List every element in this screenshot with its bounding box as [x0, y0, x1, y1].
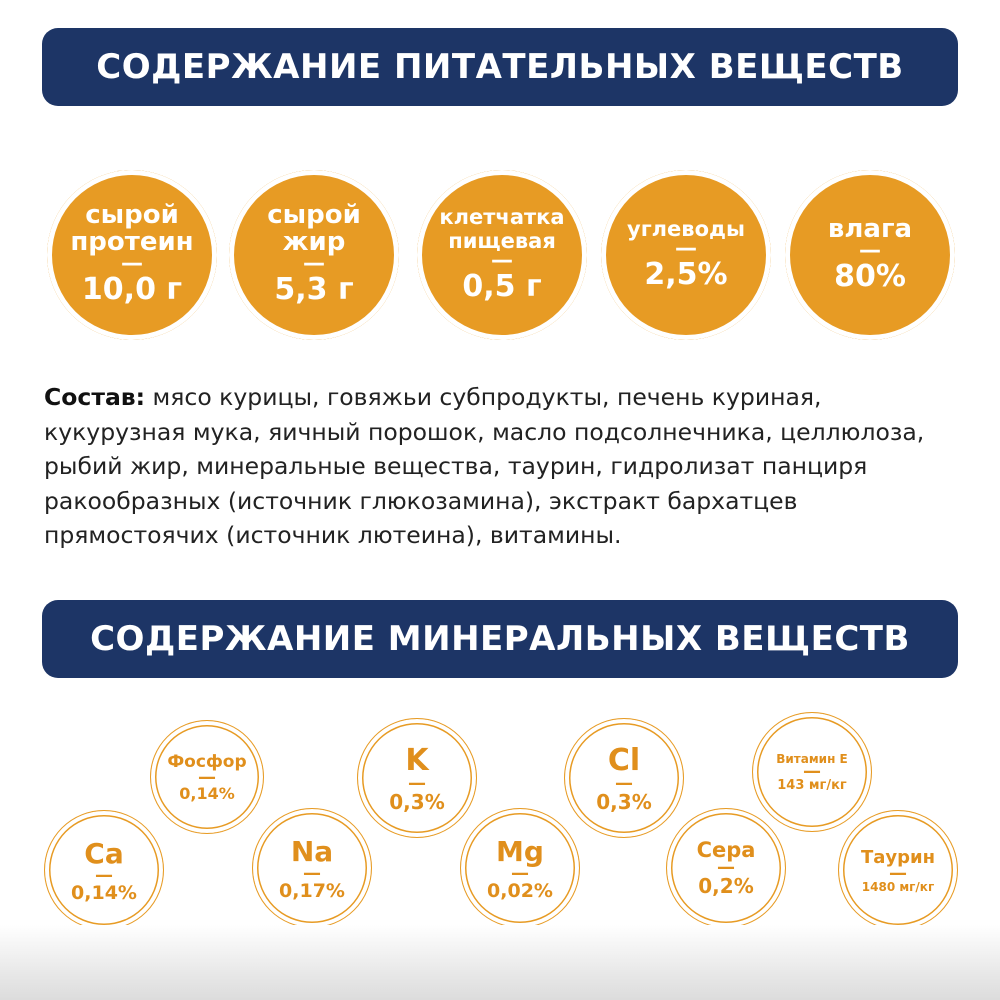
nutrient-label: пищевая — [448, 229, 556, 253]
nutrient-value: 10,0 г — [81, 272, 183, 307]
nutrient-label: клетчатка — [439, 205, 565, 229]
nutrient-dash: — — [491, 248, 513, 273]
mineral-phosphorus — [150, 720, 264, 834]
nutrient-dash: — — [859, 237, 881, 263]
mineral-value: 0,17% — [279, 879, 345, 902]
nutrient-dash: — — [303, 251, 325, 276]
nutrient-label: сырой — [267, 200, 361, 230]
mineral-value: 0,02% — [487, 879, 553, 902]
bottom-shadow — [0, 925, 1000, 1000]
nutrient-fiber — [417, 170, 587, 340]
mineral-taurine — [838, 810, 958, 930]
mineral-sodium — [252, 808, 372, 928]
mineral-dash: — — [717, 857, 735, 878]
composition-body: мясо курицы, говяжьи субпродукты, печень куриная, кукурузная мука, яичный порошок, масло подсолнечника, целлюлоза, рыбий жир, минеральные вещества, таурин, гидролизат панциря ракообразных (источник глюкозамина), экстракт бархатцев прямостоячих (источник лютеина), витамины. — [44, 383, 925, 549]
mineral-label: K — [405, 742, 429, 778]
nutrient-dash: — — [675, 236, 697, 261]
nutrient-label: протеин — [70, 227, 194, 257]
nutrient-value: 2,5% — [644, 257, 728, 292]
mineral-label: Cl — [607, 742, 641, 778]
mineral-dash: — — [803, 760, 821, 782]
mineral-dash: — — [615, 772, 633, 794]
mineral-dash: — — [303, 862, 321, 884]
mineral-label: Таурин — [860, 846, 936, 868]
nutrient-dash: — — [121, 251, 143, 276]
nutrient-moisture — [785, 170, 955, 340]
mineral-label: Витамин Е — [776, 751, 848, 766]
nutrient-label: влага — [827, 213, 913, 244]
composition-label: Состав: — [44, 383, 146, 411]
nutrient-fat — [229, 170, 399, 340]
mineral-value: 0,14% — [71, 881, 137, 904]
mineral-value: 1480 мг/кг — [861, 879, 935, 894]
mineral-label: Сера — [696, 838, 756, 862]
nutrient-value: 5,3 г — [274, 272, 354, 307]
nutrient-protein — [47, 170, 217, 340]
mineral-vitamin-e — [752, 712, 872, 832]
nutrient-value: 80% — [834, 258, 906, 294]
mineral-value: 143 мг/кг — [777, 777, 847, 793]
mineral-label: Ca — [84, 836, 124, 870]
mineral-dash: — — [198, 766, 216, 788]
mineral-sulfur — [666, 808, 786, 928]
nutrient-carbs — [601, 170, 771, 340]
nutrient-label: углеводы — [627, 217, 745, 241]
mineral-value: 0,3% — [596, 789, 652, 814]
mineral-value: 0,3% — [389, 789, 445, 814]
mineral-potassium — [357, 718, 477, 838]
mineral-dash: — — [511, 862, 529, 884]
nutrient-label: жир — [282, 227, 346, 257]
minerals-heading: СОДЕРЖАНИЕ МИНЕРАЛЬНЫХ ВЕЩЕСТВ — [42, 600, 958, 678]
mineral-dash: — — [889, 862, 907, 884]
mineral-dash: — — [408, 772, 426, 794]
mineral-value: 0,2% — [698, 874, 754, 898]
nutrient-label: сырой — [85, 200, 179, 230]
mineral-magnesium — [460, 808, 580, 928]
mineral-label: Фосфор — [167, 751, 247, 772]
mineral-dash: — — [95, 864, 113, 886]
mineral-calcium — [44, 810, 164, 930]
mineral-chlorine — [564, 718, 684, 838]
mineral-label: Mg — [496, 834, 544, 868]
mineral-label: Na — [290, 834, 334, 868]
mineral-value: 0,14% — [179, 783, 235, 803]
composition-text — [44, 380, 964, 553]
nutrient-value: 0,5 г — [462, 269, 542, 304]
nutrients-heading: СОДЕРЖАНИЕ ПИТАТЕЛЬНЫХ ВЕЩЕСТВ — [42, 28, 958, 106]
